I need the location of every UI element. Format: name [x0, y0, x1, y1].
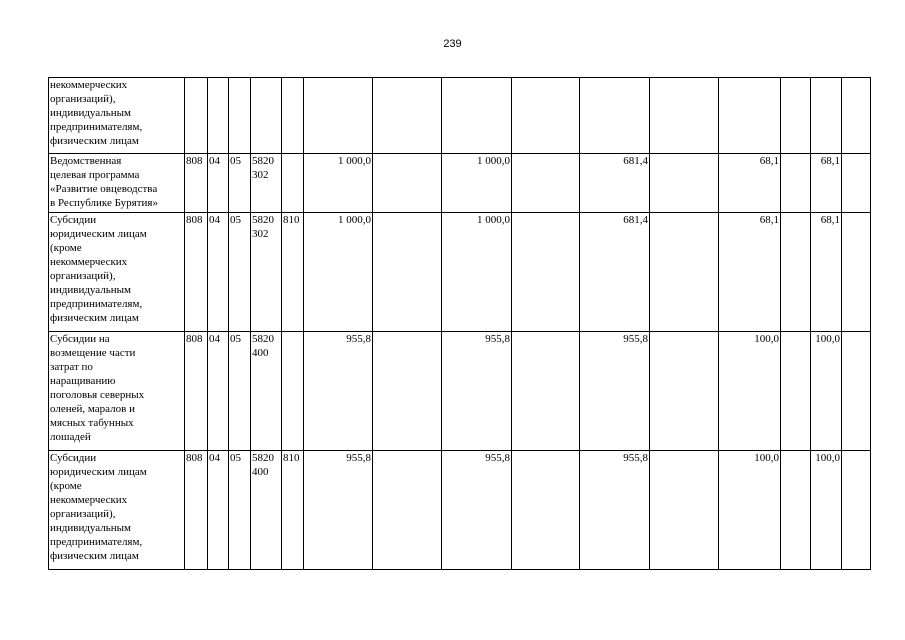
item-name-line: Субсидии [50, 214, 97, 226]
empty-cell [781, 332, 811, 451]
empty-cell [650, 332, 719, 451]
approved-amount: 1 000,0 [304, 213, 373, 332]
item-name-line: юридическим лицам [50, 466, 147, 478]
empty-cell [512, 451, 580, 570]
table-row [49, 451, 871, 570]
subsection-code: 05 [229, 332, 251, 451]
item-name-line: Субсидии на [50, 333, 110, 345]
subsection-code [229, 78, 251, 154]
refined-amount: 1 000,0 [442, 213, 512, 332]
item-name-line: организаций), [50, 93, 116, 105]
empty-cell [842, 451, 871, 570]
percent-approved [719, 78, 781, 154]
item-name-line: юридическим лицам [50, 228, 147, 240]
percent-refined: 100,0 [811, 332, 842, 451]
page-number: 239 [443, 38, 462, 50]
item-name-line: Ведомственная [50, 155, 122, 167]
table-row [49, 332, 871, 451]
target-article-code-line: 400 [252, 347, 269, 359]
approved-amount: 955,8 [304, 451, 373, 570]
item-name-line: наращиванию [50, 375, 116, 387]
empty-cell [842, 78, 871, 154]
expense-type-code: 810 [282, 451, 304, 570]
table-row [49, 213, 871, 332]
target-article-code-line: 302 [252, 169, 269, 181]
percent-refined [811, 78, 842, 154]
empty-cell [373, 154, 442, 213]
target-article-code-line: 302 [252, 228, 269, 240]
target-article-code [251, 213, 282, 332]
empty-cell [373, 213, 442, 332]
empty-cell [781, 451, 811, 570]
empty-cell [373, 332, 442, 451]
expense-type-code [282, 332, 304, 451]
ved-code: 808 [185, 213, 208, 332]
executed-amount: 955,8 [580, 332, 650, 451]
item-name-line: Субсидии [50, 452, 97, 464]
item-name-line: в Республике Бурятия» [50, 197, 158, 209]
target-article-code-line: 400 [252, 466, 269, 478]
expense-type-code: 810 [282, 213, 304, 332]
item-name-line: (кроме [50, 242, 82, 254]
item-name-line: мясных табунных [50, 417, 134, 429]
item-name-line: предпринимателям, [50, 536, 143, 548]
empty-cell [781, 154, 811, 213]
section-code: 04 [208, 332, 229, 451]
item-name [49, 451, 185, 570]
item-name-line: индивидуальным [50, 284, 132, 296]
percent-refined: 68,1 [811, 213, 842, 332]
ved-code: 808 [185, 451, 208, 570]
item-name [49, 332, 185, 451]
empty-cell [373, 78, 442, 154]
subsection-code: 05 [229, 213, 251, 332]
section-code: 04 [208, 213, 229, 332]
item-name-line: поголовья северных [50, 389, 145, 401]
ved-code: 808 [185, 332, 208, 451]
target-article-code-line: 5820 [252, 452, 274, 464]
item-name-line: затрат по [50, 361, 93, 373]
approved-amount [304, 78, 373, 154]
empty-cell [373, 451, 442, 570]
item-name-line: оленей, маралов и [50, 403, 135, 415]
empty-cell [650, 78, 719, 154]
percent-approved: 100,0 [719, 451, 781, 570]
item-name-line: физическим лицам [50, 312, 139, 324]
target-article-code-line: 5820 [252, 155, 274, 167]
target-article-code-line: 5820 [252, 333, 274, 345]
empty-cell [512, 154, 580, 213]
executed-amount: 681,4 [580, 154, 650, 213]
item-name [49, 78, 185, 154]
item-name-line: некоммерческих [50, 79, 128, 91]
refined-amount: 1 000,0 [442, 154, 512, 213]
empty-cell [650, 154, 719, 213]
empty-cell [512, 213, 580, 332]
item-name-line: организаций), [50, 508, 116, 520]
empty-cell [842, 213, 871, 332]
empty-cell [650, 451, 719, 570]
refined-amount [442, 78, 512, 154]
refined-amount: 955,8 [442, 332, 512, 451]
item-name-line: некоммерческих [50, 494, 128, 506]
item-name-line: индивидуальным [50, 107, 132, 119]
executed-amount [580, 78, 650, 154]
item-name [49, 213, 185, 332]
item-name-line: «Развитие овцеводства [50, 183, 158, 195]
target-article-code-line: 5820 [252, 214, 274, 226]
percent-approved: 68,1 [719, 154, 781, 213]
item-name-line: предпринимателям, [50, 298, 143, 310]
refined-amount: 955,8 [442, 451, 512, 570]
approved-amount: 1 000,0 [304, 154, 373, 213]
ved-code [185, 78, 208, 154]
table-row [49, 154, 871, 213]
expense-type-code [282, 78, 304, 154]
item-name-line: индивидуальным [50, 522, 132, 534]
item-name-line: некоммерческих [50, 256, 128, 268]
ved-code: 808 [185, 154, 208, 213]
item-name [49, 154, 185, 213]
executed-amount: 681,4 [580, 213, 650, 332]
item-name-line: физическим лицам [50, 550, 139, 562]
section-code: 04 [208, 451, 229, 570]
target-article-code [251, 78, 282, 154]
item-name-line: организаций), [50, 270, 116, 282]
item-name-line: физическим лицам [50, 135, 139, 147]
percent-approved: 68,1 [719, 213, 781, 332]
empty-cell [781, 213, 811, 332]
empty-cell [512, 332, 580, 451]
expense-type-code [282, 154, 304, 213]
section-code [208, 78, 229, 154]
item-name-line: (кроме [50, 480, 82, 492]
empty-cell [842, 332, 871, 451]
empty-cell [512, 78, 580, 154]
target-article-code [251, 332, 282, 451]
table-row [49, 78, 871, 154]
empty-cell [650, 213, 719, 332]
empty-cell [842, 154, 871, 213]
target-article-code [251, 451, 282, 570]
percent-refined: 100,0 [811, 451, 842, 570]
empty-cell [781, 78, 811, 154]
section-code: 04 [208, 154, 229, 213]
item-name-line: предпринимателям, [50, 121, 143, 133]
item-name-line: целевая программа [50, 169, 140, 181]
percent-approved: 100,0 [719, 332, 781, 451]
target-article-code [251, 154, 282, 213]
budget-table [48, 77, 871, 570]
percent-refined: 68,1 [811, 154, 842, 213]
subsection-code: 05 [229, 451, 251, 570]
approved-amount: 955,8 [304, 332, 373, 451]
executed-amount: 955,8 [580, 451, 650, 570]
subsection-code: 05 [229, 154, 251, 213]
item-name-line: лошадей [50, 431, 91, 443]
item-name-line: возмещение части [50, 347, 136, 359]
